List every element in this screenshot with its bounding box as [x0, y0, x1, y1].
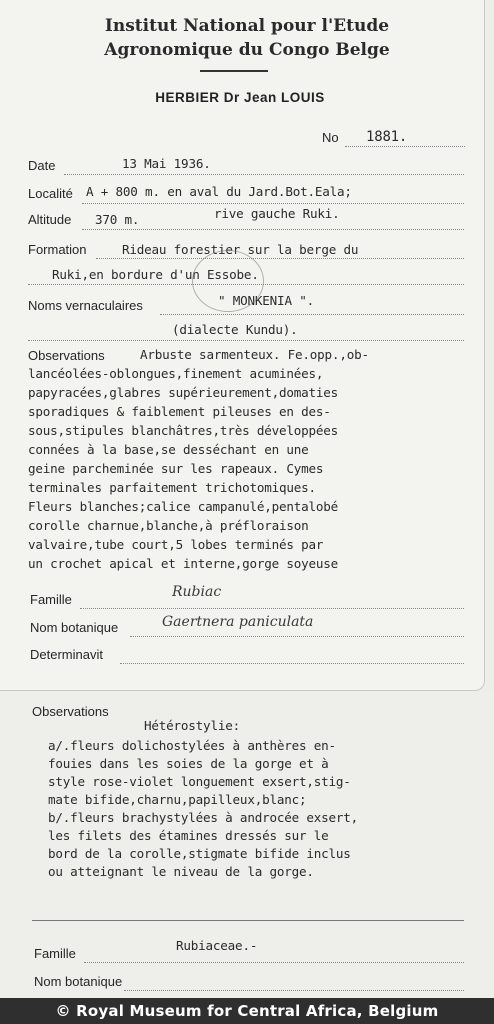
- observation-line: ou atteignant le niveau de la gorge.: [48, 864, 314, 879]
- altitude-dotted-line: [82, 229, 464, 230]
- observation-line: valvaire,tube court,5 lobes terminés par: [28, 537, 324, 552]
- observation-line: sporadiques & faiblement pileuses en des-: [28, 404, 331, 419]
- lower-label-card: [0, 692, 494, 998]
- observation-line: connées à la base,se desséchant en une: [28, 442, 309, 457]
- number-label: No: [322, 130, 339, 145]
- vernacular-value-line1: " MONKENIA ".: [218, 293, 314, 308]
- institute-title-line2: Agronomique du Congo Belge: [104, 40, 390, 60]
- family-dotted-line-2: [84, 962, 464, 963]
- formation-dotted-line-1: [96, 258, 464, 259]
- lower-divider-line: [32, 920, 464, 921]
- altitude-label: Altitude: [28, 212, 72, 227]
- observation-line: bord de la corolle,stigmate bifide inclus: [48, 846, 351, 861]
- botanical-name-dotted-line-2: [124, 990, 464, 991]
- observation-line: style rose-violet longuement exsert,stig-: [48, 774, 351, 789]
- vernacular-dotted-line-2: [28, 340, 464, 341]
- observation-line: fouies dans les soies de la gorge et à: [48, 756, 329, 771]
- observation-line: terminales parfaitement trichotomiques.: [28, 480, 316, 495]
- botanical-name-dotted-line: [130, 636, 464, 637]
- observation-line: corolle charnue,blanche,à préfloraison: [28, 518, 309, 533]
- copyright-footer: © Royal Museum for Central Africa, Belgium: [0, 998, 494, 1024]
- altitude-value: 370 m.: [95, 212, 140, 227]
- observation-line: sous,stipules blanchâtres,très développées: [28, 423, 339, 438]
- observation-line: Fleurs blanches;calice campanulé,pentalobé: [28, 499, 339, 514]
- family-label-2: Famille: [34, 946, 76, 961]
- family-handwritten-value: Rubiac: [172, 584, 222, 600]
- locality-value-line1: A + 800 m. en aval du Jard.Bot.Eala;: [86, 184, 352, 199]
- observation-line: b/.fleurs brachystylées à androcée exsert,: [48, 810, 359, 825]
- family-label: Famille: [30, 592, 72, 607]
- observation-line: papyracées,glabres supérieurement,domaties: [28, 385, 339, 400]
- title-divider: [200, 70, 268, 72]
- observation-line: Arbuste sarmenteux. Fe.opp.,ob-: [140, 347, 369, 362]
- observations-label: Observations: [28, 348, 105, 363]
- number-dotted-line: [345, 146, 465, 147]
- formation-label: Formation: [28, 242, 87, 257]
- observation-line: geine parcheminée sur les rapeaux. Cymes: [28, 461, 324, 476]
- family-dotted-line: [80, 608, 464, 609]
- botanical-name-label-2: Nom botanique: [34, 974, 123, 989]
- determinavit-dotted-line: [120, 663, 464, 664]
- family-value-2: Rubiaceae.-: [176, 938, 258, 953]
- observation-line: a/.fleurs dolichostylées à anthères en-: [48, 738, 336, 753]
- observation-line: les filets des étamines dressés sur le: [48, 828, 329, 843]
- vernacular-value-line2: (dialecte Kundu).: [172, 322, 298, 337]
- formation-value-line1: Rideau forestier sur la berge du: [122, 242, 359, 257]
- date-value: 13 Mai 1936.: [122, 156, 211, 171]
- observation-line: un crochet apical et interne,gorge soyeuse: [28, 556, 339, 571]
- observation-line: mate bifide,charnu,papilleux,blanc;: [48, 792, 307, 807]
- formation-value-line2: Ruki,en bordure d'un Essobe.: [52, 267, 259, 282]
- locality-dotted-line-1: [82, 203, 464, 204]
- observation-line: lancéolées-oblongues,finement acuminées,: [28, 366, 324, 381]
- botanical-name-handwritten-value: Gaertnera paniculata: [162, 614, 314, 630]
- botanical-name-label: Nom botanique: [30, 620, 119, 635]
- vernacular-names-label: Noms vernaculaires: [28, 298, 143, 313]
- heterostyly-heading: Hétérostylie:: [144, 718, 240, 733]
- determinavit-label: Determinavit: [30, 647, 103, 662]
- date-label: Date: [28, 158, 56, 173]
- circular-stamp-mark: [192, 250, 264, 312]
- date-dotted-line: [64, 174, 464, 175]
- specimen-number: 1881.: [366, 129, 408, 145]
- observations-label-2: Observations: [32, 704, 109, 719]
- vernacular-dotted-line-1: [160, 314, 464, 315]
- locality-label: Localité: [28, 186, 73, 201]
- herbier-heading: HERBIER Dr Jean LOUIS: [155, 90, 325, 105]
- locality-value-line2: rive gauche Ruki.: [214, 206, 340, 221]
- institute-title-line1: Institut National pour l'Etude: [104, 16, 390, 36]
